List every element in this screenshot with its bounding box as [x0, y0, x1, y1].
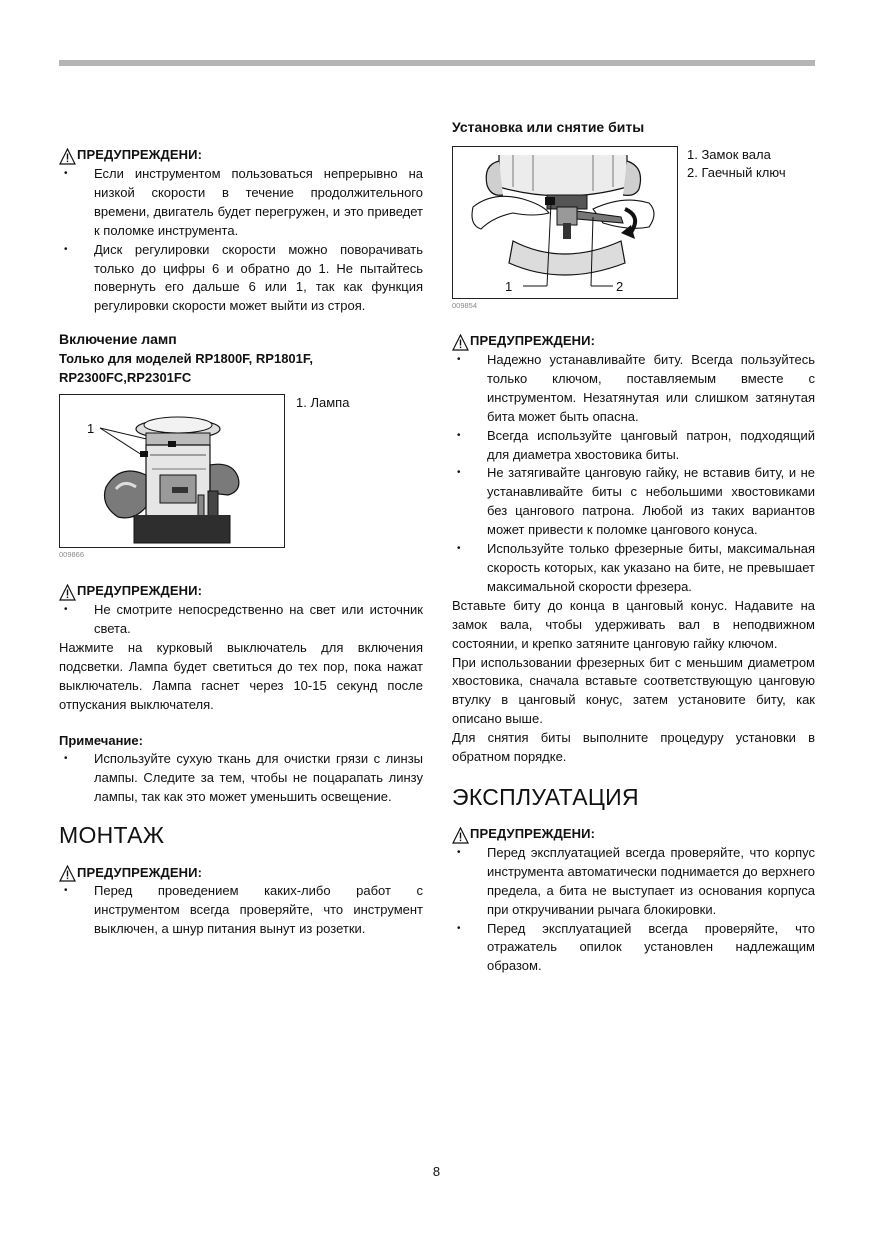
warning-label: ПРЕДУПРЕЖДЕНИ: — [470, 826, 596, 842]
warning-triangle-icon — [59, 584, 76, 601]
warning-label: ПРЕДУПРЕЖДЕНИ: — [470, 333, 596, 349]
figure-legend: 1. Лампа — [296, 395, 350, 411]
warning-list — [59, 882, 423, 939]
list-item: • Диск регулировки скорости можно поворачивать только до цифры 6 и обратно до 1. Не пытайтесь повернуть его дальше 6 или 1, так как функция регулировки скорости может выйти из строя. — [59, 241, 423, 317]
bit-paragraph: Для снятия биты выполните процедуру установки в обратном порядке. — [452, 730, 815, 765]
warning-list — [452, 844, 815, 976]
figure-code: 009866 — [59, 550, 85, 560]
lamp-figure — [59, 394, 423, 560]
warning-triangle-icon — [59, 865, 76, 882]
warning-heading — [59, 582, 423, 601]
legend-item: 2. Гаечный ключ — [687, 165, 786, 180]
section-heading-montage: МОНТАЖ — [59, 822, 165, 849]
list-item: • Перед эксплуатацией всегда проверяйте, что отражатель опилок установлен надлежащим образом. — [452, 920, 815, 977]
warning-triangle-icon — [59, 148, 76, 165]
warning-heading — [452, 825, 815, 844]
bit-paragraph: При использовании фрезерных бит с меньшим диаметром хвостовика, сначала вставьте соответствующую цанговую втулку в цанговый конус, затем установите биту, как описано выше. — [452, 654, 815, 727]
list-item: • Перед проведением каких-либо работ с инструментом всегда проверяйте, что инструмент выключен, а шнур питания вынут из розетки. — [59, 882, 423, 939]
warning-label: ПРЕДУПРЕЖДЕНИ: — [77, 147, 203, 163]
warning-list — [452, 351, 815, 597]
bit-figure-frame — [452, 146, 678, 299]
figure-legend — [687, 146, 786, 182]
section-heading-operation: ЭКСПЛУАТАЦИЯ — [452, 783, 639, 810]
warning-list — [59, 601, 423, 639]
legend-item: 1. Замок вала — [687, 147, 771, 162]
lamp-callout-1: 1 — [87, 421, 95, 437]
section-heading-bit: Установка или снятие биты — [452, 119, 645, 135]
lamp-figure-frame — [59, 394, 285, 548]
list-item: • Если инструментом пользоваться непрерывно на низкой скорости в течение продолжительного времени, двигатель будет перегружен, и это приведет к поломке инструмента. — [59, 165, 423, 241]
warning-heading — [452, 332, 815, 351]
list-item: • Используйте сухую ткань для очистки грязи с линзы лампы. Следите за тем, чтобы не поцарапать линзу лампы, так как это может уменьшить освещение. — [59, 750, 423, 807]
right-column — [452, 118, 815, 976]
lamp-paragraph: Нажмите на курковый выключатель для включения подсветки. Лампа будет светиться до тех пор, пока нажат выключатель. Лампа гаснет через 10-15 секунд после отпускания выключателя. — [59, 640, 423, 712]
warning-label: ПРЕДУПРЕЖДЕНИ: — [77, 864, 203, 880]
bit-paragraph: Вставьте биту до конца в цанговый конус. Надавите на замок вала, чтобы удерживать вал в неподвижном состоянии, и крепко затяните цанговую гайку ключом. — [452, 597, 815, 651]
header-rule — [59, 60, 815, 66]
router-bit-illustration — [453, 147, 677, 298]
bit-callout-2: 2 — [616, 279, 624, 294]
left-column — [59, 146, 423, 939]
warning-triangle-icon — [452, 827, 469, 844]
note-list — [59, 750, 423, 807]
list-item: • Надежно устанавливайте биту. Всегда пользуйтесь только ключом, поставляемым вместе с инструментом. Незатянутая или слишком затянутая бита может быть опасна. — [452, 351, 815, 427]
lamp-models: Только для моделей RP1800F, RP1801F, RP2300FC,RP2301FC — [59, 351, 313, 386]
bit-callout-1: 1 — [505, 279, 513, 294]
bit-figure — [452, 146, 815, 311]
warning-list — [59, 165, 423, 316]
list-item: • Используйте только фрезерные биты, максимальная скорость которых, как указано на бите, не превышает максимальной скорости фрезера. — [452, 540, 815, 597]
page-number: 8 — [432, 1164, 441, 1179]
warning-heading — [59, 863, 423, 882]
warning-triangle-icon — [452, 334, 469, 351]
warning-label: ПРЕДУПРЕЖДЕНИ: — [77, 583, 203, 599]
list-item: • Перед эксплуатацией всегда проверяйте, что корпус инструмента автоматически поднимается до верхнего предела, а бита не выступает из основания корпуса при откручивании рычага блокировки. — [452, 844, 815, 920]
note-heading: Примечание: — [59, 732, 143, 748]
warning-heading — [59, 146, 423, 165]
list-item: • Не смотрите непосредственно на свет или источник света. — [59, 601, 423, 639]
list-item: • Всегда используйте цанговый патрон, подходящий для диаметра хвостовика биты. — [452, 427, 815, 465]
list-item: • Не затягивайте цанговую гайку, не вставив биту, и не устанавливайте биты с небольшими хвостовиками без цангового патрона. Любой из таких вариантов может привести к поломке цангового конуса. — [452, 464, 815, 540]
figure-code: 009854 — [452, 301, 478, 310]
router-lamp-illustration — [60, 395, 284, 547]
section-heading-lamp: Включение ламп — [59, 331, 177, 348]
